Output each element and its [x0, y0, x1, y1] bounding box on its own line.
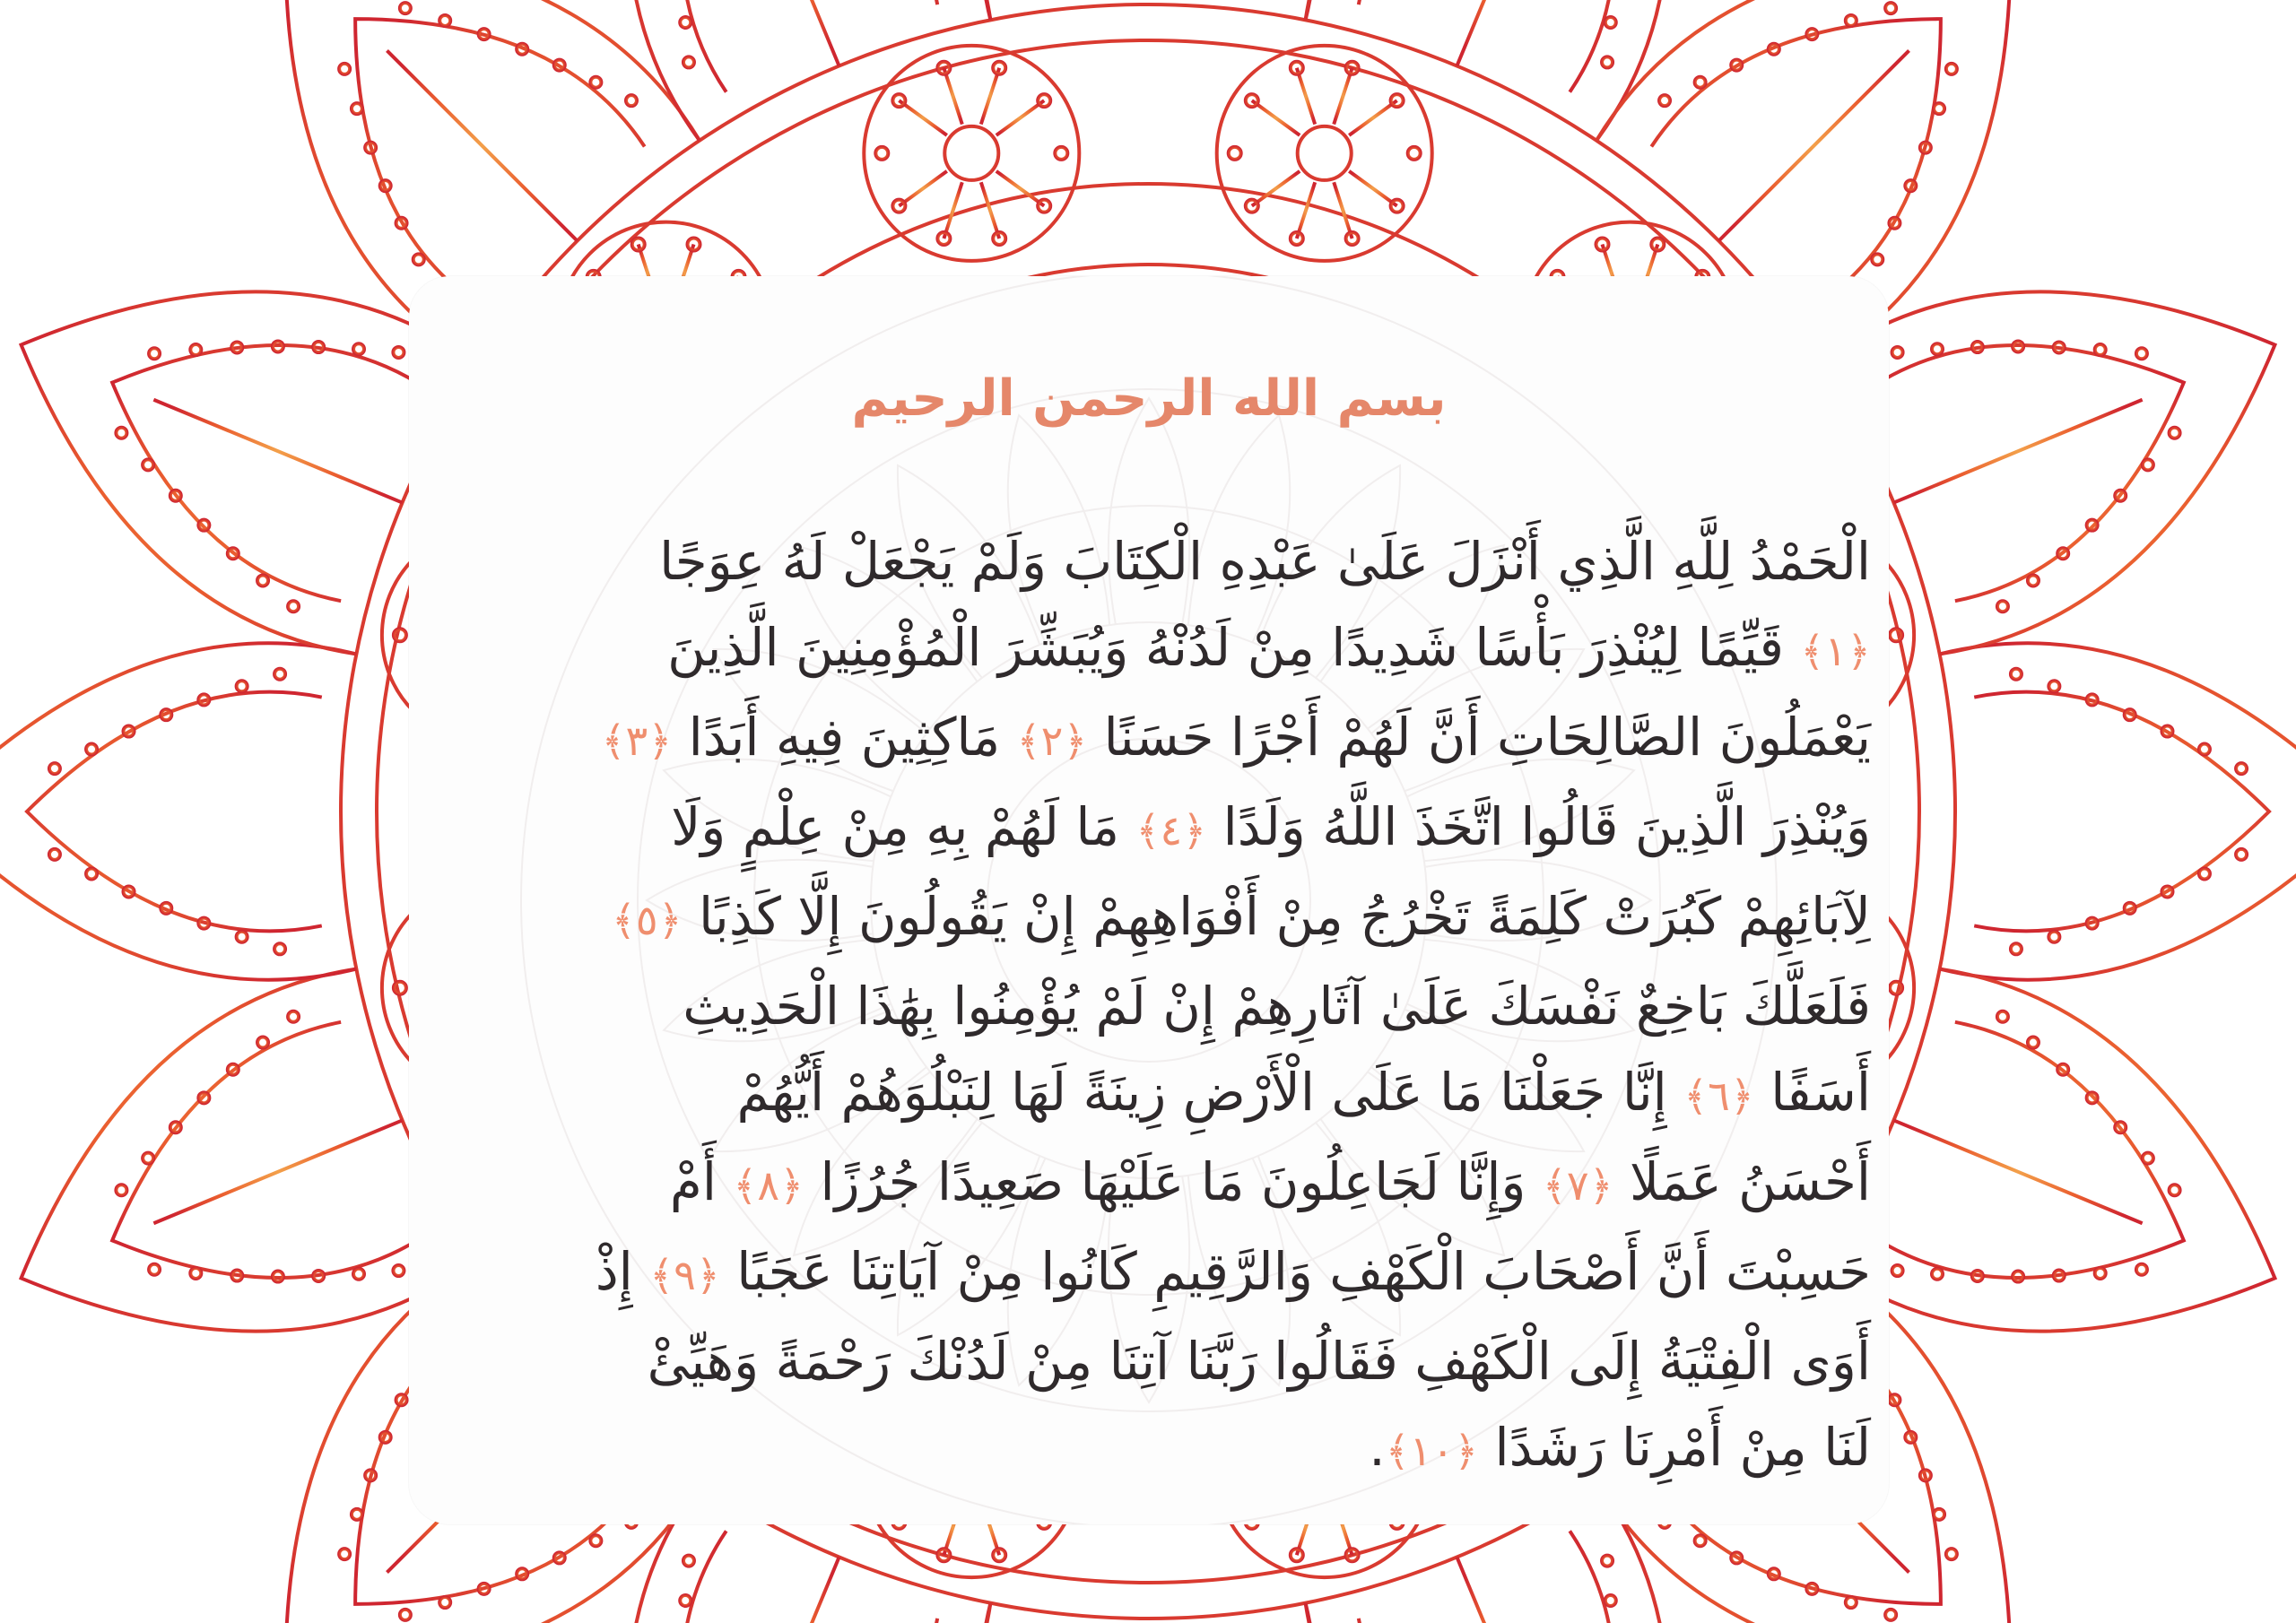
verse-text: قَيِّمًا لِيُنْذِرَ بَأْسًا شَدِيدًا مِنْ لَدُنْهُ وَيُبَشِّرَ الْمُؤْمِنِينَ الَّذِينَ — [667, 617, 1801, 678]
verse-text: يَعْمَلُونَ الصَّالِحَاتِ أَنَّ لَهُمْ أَجْرًا حَسَنًا — [1087, 707, 1871, 768]
verse-text: أَسَفًا — [1753, 1062, 1871, 1123]
verse-text: إِذْ — [595, 1241, 650, 1302]
verse-text: إِنَّا جَعَلْنَا مَا عَلَى الْأَرْضِ زِينَةً لَهَا لِنَبْلُوَهُمْ أَيُّهُمْ — [736, 1062, 1684, 1123]
verse-text: وَإِنَّا لَجَاعِلُونَ مَا عَلَيْهَا صَعِيدًا جُرُزًا — [804, 1151, 1543, 1212]
verse-line — [436, 518, 1871, 604]
verse-line — [436, 1228, 1871, 1318]
verse-line — [436, 963, 1871, 1049]
ayah-number-marker: ﴿٨﴾ — [733, 1161, 804, 1210]
verse-text: مَا لَهُمْ بِهِ مِنْ عِلْمٍ وَلَا — [671, 796, 1136, 857]
verses-block — [436, 518, 1871, 1494]
verse-line — [436, 1318, 1871, 1404]
verse-text: الْحَمْدُ لِلَّهِ الَّذِي أَنْزَلَ عَلَىٰ عَبْدِهِ الْكِتَابَ وَلَمْ يَجْعَلْ لَهُ عِوَجًا — [659, 531, 1871, 592]
ayah-number-marker: ﴿٢﴾ — [1016, 716, 1088, 765]
ayah-number-marker: ﴿٧﴾ — [1542, 1161, 1613, 1210]
ayah-number-marker: ﴿١٠﴾ — [1385, 1427, 1479, 1475]
verse-line — [436, 784, 1871, 873]
verse-text: وَيُنْذِرَ الَّذِينَ قَالُوا اتَّخَذَ اللَّهُ وَلَدًا — [1206, 796, 1871, 857]
text-card — [409, 276, 1889, 1524]
verse-line — [436, 604, 1871, 694]
basmala-title: بسم الله الرحمن الرحيم — [851, 369, 1447, 428]
verse-text: لَنَا مِنْ أَمْرِنَا رَشَدًا — [1478, 1417, 1871, 1478]
verse-text: أَوَى الْفِتْيَةُ إِلَى الْكَهْفِ فَقَالُوا رَبَّنَا آتِنَا مِنْ لَدُنْكَ رَحْمَةً وَهَيِّئْ — [647, 1331, 1871, 1392]
verse-text: أَمْ — [669, 1151, 734, 1212]
ayah-number-marker: ﴿٩﴾ — [649, 1251, 720, 1299]
verse-text: فَلَعَلَّكَ بَاخِعٌ نَفْسَكَ عَلَىٰ آثَارِهِمْ إِنْ لَمْ يُؤْمِنُوا بِهَٰذَا الْحَدِيثِ — [683, 976, 1871, 1037]
ayah-number-marker: ﴿٣﴾ — [601, 716, 673, 765]
ayah-number-marker: ﴿٤﴾ — [1135, 806, 1207, 855]
ayah-number-marker: ﴿٥﴾ — [611, 896, 683, 944]
verse-line — [436, 1404, 1871, 1494]
verse-text: حَسِبْتَ أَنَّ أَصْحَابَ الْكَهْفِ وَالرَّقِيمِ كَانُوا مِنْ آيَاتِنَا عَجَبًا — [719, 1241, 1871, 1302]
verse-line — [436, 873, 1871, 963]
verse-text: لِآبَائِهِمْ كَبُرَتْ كَلِمَةً تَخْرُجُ مِنْ أَفْوَاهِهِمْ إِنْ يَقُولُونَ إِلَّا كَذِبًا — [682, 886, 1871, 947]
ayah-number-marker: ﴿١﴾ — [1800, 627, 1871, 675]
verse-line — [436, 694, 1871, 784]
verse-line — [436, 1049, 1871, 1139]
ayah-number-marker: ﴿٦﴾ — [1683, 1072, 1754, 1120]
verse-text: . — [1369, 1417, 1386, 1478]
verse-text: مَاكِثِينَ فِيهِ أَبَدًا — [672, 707, 1017, 768]
verse-text: أَحْسَنُ عَمَلًا — [1613, 1151, 1871, 1212]
verse-line — [436, 1139, 1871, 1228]
